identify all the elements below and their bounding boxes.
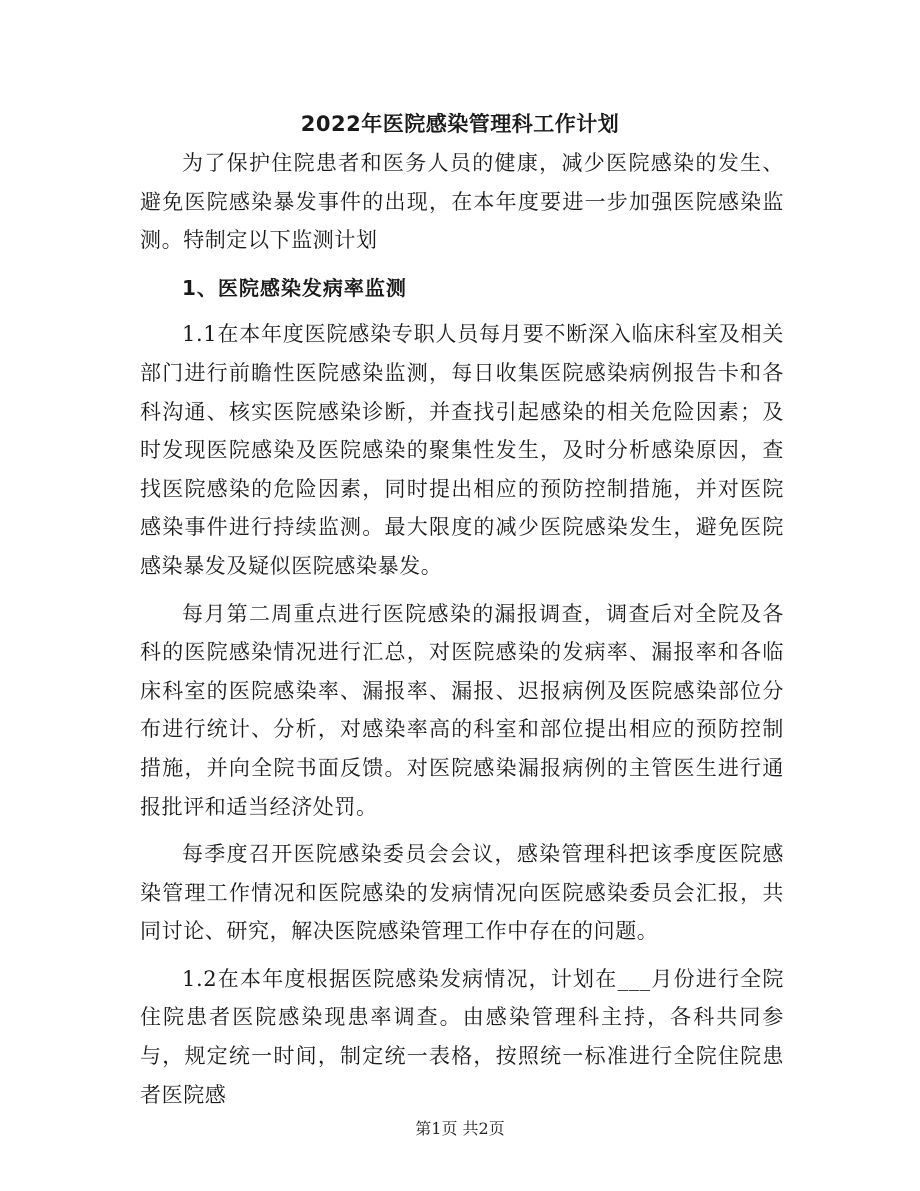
- body-paragraph: 1.2在本年度根据医院感染发病情况，计划在___月份进行全院住院患者医院感染现患率调查。由感染管理科主持，各科共同参与，规定统一时间，制定统一表格，按照统一标准进行全院住院患者医院感: [140, 966, 784, 1107]
- section-heading: 1、医院感染发病率监测: [182, 275, 407, 300]
- document-body: [140, 144, 784, 1123]
- intro-paragraph: 为了保护住院患者和医务人员的健康，减少医院感染的发生、避免医院感染暴发事件的出现，在本年度要进一步加强医院感染监测。特制定以下监测计划: [140, 151, 784, 253]
- page-footer: 第1页 共2页: [415, 1119, 505, 1138]
- body-paragraph: 每季度召开医院感染委员会会议，感染管理科把该季度医院感染管理工作情况和医院感染的发病情况向医院感染委员会汇报，共同讨论、研究，解决医院感染管理工作中存在的问题。: [140, 842, 784, 944]
- body-paragraph: 每月第二周重点进行医院感染的漏报调查，调查后对全院及各科的医院感染情况进行汇总，对医院感染的发病率、漏报率和各临床科室的医院感染率、漏报率、漏报、迟报病例及医院感染部位分布进行统计、分析，对感染率高的科室和部位提出相应的预防控制措施，并向全院书面反馈。对医院感染漏报病例的主管医生进行通报批评和适当经济处罚。: [140, 601, 784, 819]
- document-title: 2022年医院感染管理科工作计划: [300, 112, 620, 136]
- body-paragraph: 1.1在本年度医院感染专职人员每月要不断深入临床科室及相关部门进行前瞻性医院感染监测，每日收集医院感染病例报告卡和各科沟通、核实医院感染诊断，并查找引起感染的相关危险因素；及时发现医院感染及医院感染的聚集性发生，及时分析感染原因，查找医院感染的危险因素，同时提出相应的预防控制措施，并对医院感染事件进行持续监测。最大限度的减少医院感染发生，避免医院感染暴发及疑似医院感染暴发。: [140, 322, 784, 578]
